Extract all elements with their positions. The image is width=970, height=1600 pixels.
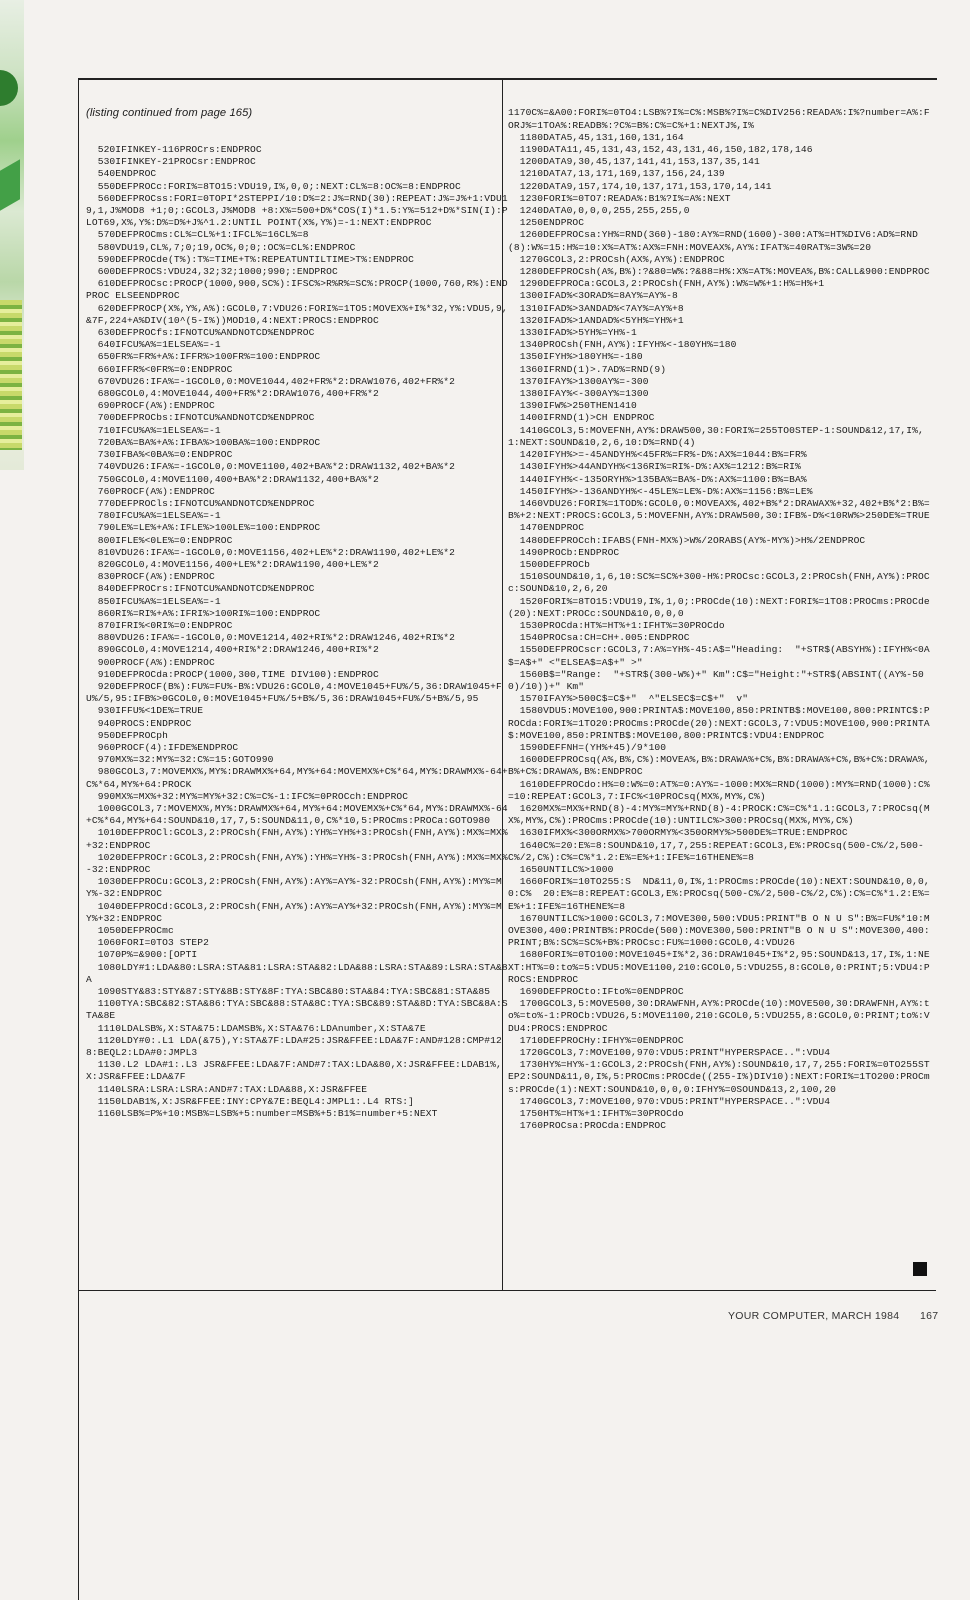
code-line: 790LE%=LE%+A%:IFLE%>100LE%=100:ENDPROC — [86, 522, 321, 534]
code-line: 780IFCU%A%=1ELSEA%=-1 — [86, 510, 221, 522]
code-line: 1310IFAD%>3ANDAD%<7AY%=AY%+8 — [508, 302, 684, 314]
code-line: 660IFFR%<0FR%=0:ENDPROC — [86, 363, 233, 375]
decorative-shape — [0, 70, 18, 106]
code-line: 800IFLE%<0LE%=0:ENDPROC — [86, 534, 233, 546]
code-line: 880VDU26:IFA%=-1GCOL0,0:MOVE1214,402+RI%*2:DRAW1246,402+RI%*2 — [86, 632, 456, 644]
code-line: 1010DEFPROCl:GCOL3,2:PROCsh(FNH,AY%):YH%=YH%+3:PROCsh(FNH,AY%):MX%=MX%+32:ENDPROC — [86, 827, 508, 851]
code-line: 1250ENDPROC — [508, 217, 585, 229]
code-line: 1020DEFPROCr:GCOL3,2:PROCsh(FNH,AY%):YH%=YH%-3:PROCsh(FNH,AY%):MX%=MX%-32:ENDPROC — [86, 851, 508, 875]
code-line: 1530PROCda:HT%=HT%+1:IFHT%=30PROCdo — [508, 619, 725, 631]
code-line: 1230FORI%=0TO7:READA%:B1%?I%=A%:NEXT — [508, 192, 731, 204]
code-line: 770DEFPROCls:IFNOTCU%ANDNOTCD%ENDPROC — [86, 497, 315, 509]
code-line: 1710DEFPROCHy:IFHY%=0ENDPROC — [508, 1034, 684, 1046]
code-line: 550DEFPROCc:FORI%=8TO15:VDU19,I%,0,0;:NEXT:CL%=8:OC%=8:ENDPROC — [86, 180, 461, 192]
code-line: 540ENDPROC — [86, 168, 157, 180]
decorative-color-strip — [0, 0, 24, 470]
code-line: 1270GCOL3,2:PROCsh(AX%,AY%):ENDPROC — [508, 253, 725, 265]
code-line: 920DEFPROCF(B%):FU%=FU%-B%:VDU26:GCOL0,4:MOVE1045+FU%/5,36:DRAW1045+FU%/5,95:IFB%>0GCOL0,0:MOVE1045+FU%/5+B%/5,36:DRAW1045+FU%/5+B%/5,95 — [86, 680, 502, 705]
code-line: 1210DATA7,13,171,169,137,156,24,139 — [508, 168, 725, 180]
code-line: 1320IFAD%>1ANDAD%<5YH%=YH%+1 — [508, 314, 684, 326]
decorative-shape — [0, 159, 20, 211]
bottom-rule — [78, 1290, 936, 1291]
code-line: 1600DEFPROCsq(A%,B%,C%):MOVEA%,B%:DRAWA%+C%,B%:DRAWA%+C%,B%+C%:DRAWA%,B%+C%:DRAWA%,B%:ENDPROC — [508, 754, 930, 778]
code-line: 740VDU26:IFA%=-1GCOL0,0:MOVE1100,402+BA%*2:DRAW1132,402+BA%*2 — [86, 461, 456, 473]
code-line: 1690DEFPROCto:IFto%=0ENDPROC — [508, 986, 684, 998]
code-line: 600DEFPROCS:VDU24,32;32;1000;990;:ENDPROC — [86, 266, 338, 278]
code-line: 1760PROCsa:PROCda:ENDPROC — [508, 1120, 667, 1132]
code-line: 1110LDALSB%,X:STA&75:LDAMSB%,X:STA&76:LDAnumber,X:STA&7E — [86, 1022, 426, 1034]
code-line: 1390IFW%>250THEN1410 — [508, 400, 637, 412]
code-line: 1610DEFPROCdo:H%=0:W%=0:AT%=0:AY%=-1000:MX%=RND(1000):MY%=RND(1000):C%=10:REPEAT:GCOL3,7:IFC%<10PROCsq(MX%,MY%,C%) — [508, 778, 930, 802]
code-line: 1290DEFPROCa:GCOL3,2:PROCsh(FNH,AY%):W%=W%+1:H%=H%+1 — [508, 278, 825, 290]
code-line: 1700GCOL3,5:MOVE500,30:DRAWFNH,AY%:PROCde(10):MOVE500,30:DRAWFNH,AY%:to%=to%-1:PROCb:VDU26,5:MOVE1100,210:GCOL0,5:VDU255,8:GCOL0,0:PRINT;to%:VDU4:PROCS:ENDPROC — [508, 998, 930, 1034]
code-line: 990MX%=MX%+32:MY%=MY%+32:C%=C%-1:IFC%=0PROCch:ENDPROC — [86, 790, 409, 802]
code-line: 810VDU26:IFA%=-1GCOL0,0:MOVE1156,402+LE%*2:DRAW1190,402+LE%*2 — [86, 546, 456, 558]
code-line: 1240DATA0,0,0,0,255,255,255,0 — [508, 205, 690, 217]
code-line: 870IFRI%<0RI%=0:ENDPROC — [86, 619, 233, 631]
code-line: 830PROCF(A%):ENDPROC — [86, 571, 215, 583]
code-line: 1720GCOL3,7:MOVE100,970:VDU5:PRINT"HYPERSPACE..":VDU4 — [508, 1047, 831, 1059]
code-line: 700DEFPROCbs:IFNOTCU%ANDNOTCD%ENDPROC — [86, 412, 315, 424]
code-line: 1370IFAY%>1300AY%=-300 — [508, 375, 649, 387]
code-line: 1540PROCsa:CH=CH+.005:ENDPROC — [508, 632, 690, 644]
code-line: 1650UNTILC%>1000 — [508, 864, 614, 875]
code-line: 980GCOL3,7:MOVEMX%,MY%:DRAWMX%+64,MY%+64:MOVEMX%+C%*64,MY%:DRAWMX%-64+C%*64,MY%+64:PROCK — [86, 766, 508, 790]
code-line: 1380IFAY%<-300AY%=1300 — [508, 388, 649, 400]
code-line: 620DEFPROCP(X%,Y%,A%):GCOL0,7:VDU26:FORI%=1TO5:MOVEX%+I%*32,Y%:VDU5,9,&7F,224+A%DIV(10^(5-I%))MOD10,4:NEXT:PROCS:ENDPROC — [86, 302, 508, 326]
code-line: 1340PROCsh(FNH,AY%):IFYH%<-180YH%=180 — [508, 339, 737, 351]
code-line: 1450IFYH%>-136ANDYH%<-45LE%=LE%-D%:AX%=1156:B%=LE% — [508, 485, 813, 497]
code-line: 910DEFPROCda:PROCP(1000,300,TIME DIV100):ENDPROC — [86, 668, 379, 680]
code-line: 760PROCF(A%):ENDPROC — [86, 485, 215, 497]
code-line: 1680FORI%=0TO100:MOVE1045+I%*2,36:DRAW1045+I%*2,95:SOUND&13,17,I%,1:NEXT:HT%=0:to%=5:VDU5:MOVE1100,210:GCOL0,5:VDU255,8:GCOL0,0:PRINT;5:VDU4:PROCS:ENDPROC — [508, 949, 930, 985]
code-line: 650FR%=FR%+A%:IFFR%>100FR%=100:ENDPROC — [86, 351, 321, 363]
code-line: 1560B$="Range: "+STR$(300-W%)+" Km":C$="Height:"+STR$(ABSINT((AY%-500)/10))+" Km" — [508, 668, 924, 692]
code-line: 900PROCF(A%):ENDPROC — [86, 656, 215, 668]
code-line: 1100TYA:SBC&82:STA&86:TYA:SBC&88:STA&8C:TYA:SBC&89:STA&8D:TYA:SBC&8A:STA&8E — [86, 998, 508, 1022]
code-line: 690PROCF(A%):ENDPROC — [86, 400, 215, 412]
code-line: 1490PROCb:ENDPROC — [508, 546, 620, 558]
code-line: 960PROCF(4):IFDE%ENDPROC — [86, 741, 239, 753]
code-line: 1640C%=20:E%=8:SOUND&10,17,7,255:REPEAT:GCOL3,E%:PROCsq(500-C%/2,500-C%/2,C%):C%=C%*1.2:E%=E%+1:IFE%=16THENE%=8 — [508, 839, 924, 863]
code-line: 1080LDY#1:LDA&80:LSRA:STA&81:LSRA:STA&82:LDA&88:LSRA:STA&89:LSRA:STA&8A — [86, 961, 508, 985]
page-number: 167 — [920, 1310, 939, 1322]
code-line: 640IFCU%A%=1ELSEA%=-1 — [86, 339, 221, 351]
code-line: 1130.L2 LDA#1:.L3 JSR&FFEE:LDA&7F:AND#7:TAX:LDA&80,X:JSR&FFEE:LDAB1%,X:JSR&FFEE:LDA&7F — [86, 1059, 502, 1083]
code-line: 1330IFAD%>5YH%=YH%-1 — [508, 327, 637, 339]
code-line: 1090STY&83:STY&87:STY&8B:STY&8F:TYA:SBC&80:STA&84:TYA:SBC&81:STA&85 — [86, 986, 491, 998]
code-line: 1470ENDPROC — [508, 522, 585, 534]
code-line: 1520FORI%=8TO15:VDU19,I%,1,0;:PROCde(10):NEXT:FORI%=1TO8:PROCms:PROCde(20):NEXT:PROCc:SOUND&10,0,0,0 — [508, 595, 930, 619]
code-line: 570DEFPROCms:CL%=CL%+1:IFCL%=16CL%=8 — [86, 229, 309, 241]
code-line: 860RI%=RI%+A%:IFRI%>100RI%=100:ENDPROC — [86, 607, 321, 619]
code-line: 1140LSRA:LSRA:LSRA:AND#7:TAX:LDA&88,X:JSR&FFEE — [86, 1083, 368, 1095]
code-line: 1590DEFFNH=(YH%+45)/9*100 — [508, 741, 667, 753]
code-line: 1260DEFPROCsa:YH%=RND(360)-180:AY%=RND(1600)-300:AT%=HT%DIV6:AD%=RND(8):W%=15:H%=10:X%=AT%:AX%=FNH:MOVEAX%,AY%:IFAT%=40RAT%=3W%=20 — [508, 229, 919, 253]
code-line: 710IFCU%A%=1ELSEA%=-1 — [86, 424, 221, 436]
code-line: 1550DEFPROCscr:GCOL3,7:A%=YH%-45:A$="Heading: "+STR$(ABSYH%):IFYH%<0A$=A$+" <"ELSEA$=A$+" >" — [508, 644, 930, 668]
code-line: 1000GCOL3,7:MOVEMX%,MY%:DRAWMX%+64,MY%+64:MOVEMX%+C%*64,MY%:DRAWMX%-64+C%*64,MY%+64:SOUND&10,17,7,5:SOUND&11,0,C%*10,5:PROCms:PROCa:GOTO980 — [86, 802, 508, 827]
code-line: 840DEFPROCrs:IFNOTCU%ANDNOTCD%ENDPROC — [86, 583, 315, 595]
code-line: 1120LDY#0:.L1 LDA(&75),Y:STA&7F:LDA#25:JSR&FFEE:LDA&7F:AND#128:CMP#128:BEQL2:LDA#0:JMPL3 — [86, 1034, 502, 1059]
code-line: 1740GCOL3,7:MOVE100,970:VDU5:PRINT"HYPERSPACE..":VDU4 — [508, 1095, 831, 1107]
code-line: 530IFINKEY-21PROCsr:ENDPROC — [86, 156, 256, 168]
code-lines-right — [508, 107, 933, 1132]
code-line: 610DEFPROCsc:PROCP(1000,900,SC%):IFSC%>R%R%=SC%:PROCP(1000,760,R%):ENDPROC ELSEENDPROC — [86, 278, 508, 302]
code-line: 1510SOUND&10,1,6,10:SC%=SC%+300-H%:PROCsc:GCOL3,2:PROCsh(FNH,AY%):PROCc:SOUND&10,2,6,20 — [508, 571, 930, 595]
code-line: 590DEFPROCde(T%):T%=TIME+T%:REPEATUNTILTIME>T%:ENDPROC — [86, 253, 415, 265]
code-line: 720BA%=BA%+A%:IFBA%>100BA%=100:ENDPROC — [86, 436, 321, 448]
code-line: 1660FORI%=10TO255:S ND&11,0,I%,1:PROCms:PROCde(10):NEXT:SOUND&10,0,0,0:C% 20:E%=8:REPEAT:GCOL3,E%:PROCsq(500-C%/2,500-C%/2,C%):C%=C%*1.2:E%=E%+1:IFE%=16THENE%=8 — [508, 876, 930, 912]
code-line: 1050DEFPROCmc — [86, 925, 174, 937]
code-line: 1170C%=&A00:FORI%=0TO4:LSB%?I%=C%:MSB%?I%=C%DIV256:READA%:I%?number=A%:FORJ%=1TOA%:READB%:?C%=B%:C%=C%+1:NEXTJ%,I% — [508, 107, 930, 131]
code-line: 1220DATA9,157,174,10,137,171,153,170,14,141 — [508, 180, 772, 192]
code-line: 520IFINKEY-116PROCrs:ENDPROC — [86, 144, 262, 156]
code-lines-left — [86, 144, 511, 1120]
code-line: 950DEFPROCph — [86, 729, 169, 741]
code-line: 1280DEFPROCsh(A%,B%):?&80=W%:?&88=H%:X%=AT%:MOVEA%,B%:CALL&900:ENDPROC — [508, 266, 930, 278]
code-line: 1750HT%=HT%+1:IFHT%=30PROCdo — [508, 1108, 684, 1120]
code-line: 1620MX%=MX%+RND(8)-4:MY%=MY%+RND(8)-4:PROCK:C%=C%*1.1:GCOL3,7:PROCsq(MX%,MY%,C%):PROCms:PROCde(10):UNTILC%>300:PROCsq(MX%,MY%,C%) — [508, 802, 930, 827]
code-line: 1480DEFPROCch:IFABS(FNH-MX%)>W%/2ORABS(AY%-MY%)>H%/2ENDPROC — [508, 534, 866, 546]
code-line: 1400IFRND(1)>CH ENDPROC — [508, 412, 655, 424]
code-line: 670VDU26:IFA%=-1GCOL0,0:MOVE1044,402+FR%*2:DRAW1076,402+FR%*2 — [86, 375, 456, 387]
code-line: 1150LDAB1%,X:JSR&FFEE:INY:CPY&7E:BEQL4:JMPL1:.L4 RTS:] — [86, 1095, 415, 1107]
code-line: 940PROCS:ENDPROC — [86, 717, 192, 729]
code-line: 630DEFPROCfs:IFNOTCU%ANDNOTCD%ENDPROC — [86, 327, 315, 339]
end-of-listing-mark — [913, 1262, 927, 1276]
code-line: 1200DATA9,30,45,137,141,41,153,137,35,141 — [508, 156, 760, 168]
code-line: 970MX%=32:MY%=32:C%=15:GOTO990 — [86, 754, 274, 766]
decorative-shape — [0, 300, 22, 450]
code-line: 820GCOL0,4:MOVE1156,400+LE%*2:DRAW1190,400+LE%*2 — [86, 558, 379, 570]
code-line: 1500DEFPROCb — [508, 558, 591, 570]
code-line: 1160LSB%=P%+10:MSB%=LSB%+5:number=MSB%+5:B1%=number+5:NEXT — [86, 1108, 438, 1120]
code-line: 1430IFYH%>44ANDYH%<136RI%=RI%-D%:AX%=1212:B%=RI% — [508, 461, 801, 473]
code-line: 730IFBA%<0BA%=0:ENDPROC — [86, 449, 233, 461]
code-line: 1580VDU5:MOVE100,900:PRINTA$:MOVE100,850:PRINTB$:MOVE100,800:PRINTC$:PROCda:FORI%=1TO20:PROCms:PROCde(20):NEXT:GCOL3,7:VDU5:MOVE100,900:PRINTA$:MOVE100,850:PRINTB$:MOVE100,800:PRINTC$:VDU4:ENDPROC — [508, 705, 930, 741]
code-line: 1360IFRND(1)>.7AD%=RND(9) — [508, 363, 667, 375]
code-line: 580VDU19,CL%,7;0;19,OC%,0;0;:OC%=CL%:ENDPROC — [86, 241, 356, 253]
publication-name: YOUR COMPUTER, MARCH 1984 — [728, 1310, 900, 1322]
code-line: 1300IFAD%<3ORAD%=8AY%=AY%-8 — [508, 290, 678, 302]
code-line: 1040DEFPROCd:GCOL3,2:PROCsh(FNH,AY%):AY%=AY%+32:PROCsh(FNH,AY%):MY%=MY%+32:ENDPROC — [86, 900, 502, 924]
code-line: 1630IFMX%<300ORMX%>700ORMY%<350ORMY%>500DE%=TRUE:ENDPROC — [508, 827, 848, 839]
code-line: 750GCOL0,4:MOVE1100,400+BA%*2:DRAW1132,400+BA%*2 — [86, 473, 379, 485]
code-line: 1410GCOL3,5:MOVEFNH,AY%:DRAW500,30:FORI%=255TO0STEP-1:SOUND&12,17,I%,1:NEXT:SOUND&10,2,6,10:D%=RND(4) — [508, 424, 924, 448]
code-line: 1030DEFPROCu:GCOL3,2:PROCsh(FNH,AY%):AY%=AY%-32:PROCsh(FNH,AY%):MY%=MY%-32:ENDPROC — [86, 876, 502, 900]
code-line: 680GCOL0,4:MOVE1044,400+FR%*2:DRAW1076,400+FR%*2 — [86, 388, 379, 400]
code-line: 560DEFPROCss:FORI=0TOPI*2STEPPI/10:D%=2:J%=RND(30):REPEAT:J%=J%+1:VDU19,1,J%MOD8 +1;0;:GCOL3,J%MOD8 +8:X%=500+D%*COS(I)*1.5:Y%=512+D%*SIN(I):PLOT69,X%,Y%:D%=D%+J%^1.2:UNTIL POINT(X%,Y%)=-1:NEXT:ENDPROC — [86, 192, 508, 229]
code-line: 1670UNTILC%>1000:GCOL3,7:MOVE300,500:VDU5:PRINT"B O N U S":B%=FU%*10:MOVE300,400:PRINTB%:PROCde(500):MOVE300,500:PRINT"B O N U S":MOVE300,400:PRINT;B%:SC%=SC%+B%:PROCsc:FU%=1000:GCOL0,4:VDU26 — [508, 912, 930, 949]
code-line: 930IFFU%<1DE%=TRUE — [86, 705, 204, 717]
code-line: 1190DATA11,45,131,43,152,43,131,46,150,182,178,146 — [508, 144, 813, 156]
code-line: 1420IFYH%>=-45ANDYH%<45FR%=FR%-D%:AX%=1044:B%=FR% — [508, 449, 807, 461]
listing-column-right — [508, 83, 933, 1145]
code-line: 1440IFYH%<-135ORYH%>135BA%=BA%-D%:AX%=1100:B%=BA% — [508, 473, 807, 485]
code-line: 1460VDU26:FORI%=1TOD%:GCOL0,0:MOVEAX%,402+B%*2:DRAWAX%+32,402+B%*2:B%=B%+2:NEXT:PROCS:GCOL3,5:MOVEFNH,AY%:DRAW500,30:IFB%-D%<10RW%>250DE%=TRUE — [508, 497, 930, 522]
code-line: 850IFCU%A%=1ELSEA%=-1 — [86, 595, 221, 607]
code-line: 1350IFYH%>180YH%=-180 — [508, 351, 643, 363]
listing-column-left — [86, 83, 511, 1132]
continuation-caption: (listing continued from page 165) — [86, 107, 253, 120]
code-line: 890GCOL0,4:MOVE1214,400+RI%*2:DRAW1246,400+RI%*2 — [86, 644, 379, 656]
code-line: 1180DATA5,45,131,160,131,164 — [508, 131, 684, 143]
code-line: 1060FORI=0TO3 STEP2 — [86, 937, 210, 949]
code-line: 1730HY%=HY%-1:GCOL3,2:PROCsh(FNH,AY%):SOUND&10,17,7,255:FORI%=0TO255STEP2:SOUND&11,0,I%,5:PROCms:PROCde((255-I%)DIV10):NEXT:FORI%=1TO200:PROCms:PROCde(1):NEXT:SOUND&10,0,0,0:IFHY%=0SOUND&13,2,100,20 — [508, 1059, 930, 1095]
code-line: 1070P%=&900:[OPTI — [86, 949, 198, 961]
code-line: 1570IFAY%>500C$=C$+" ^"ELSEC$=C$+" v" — [508, 693, 749, 705]
